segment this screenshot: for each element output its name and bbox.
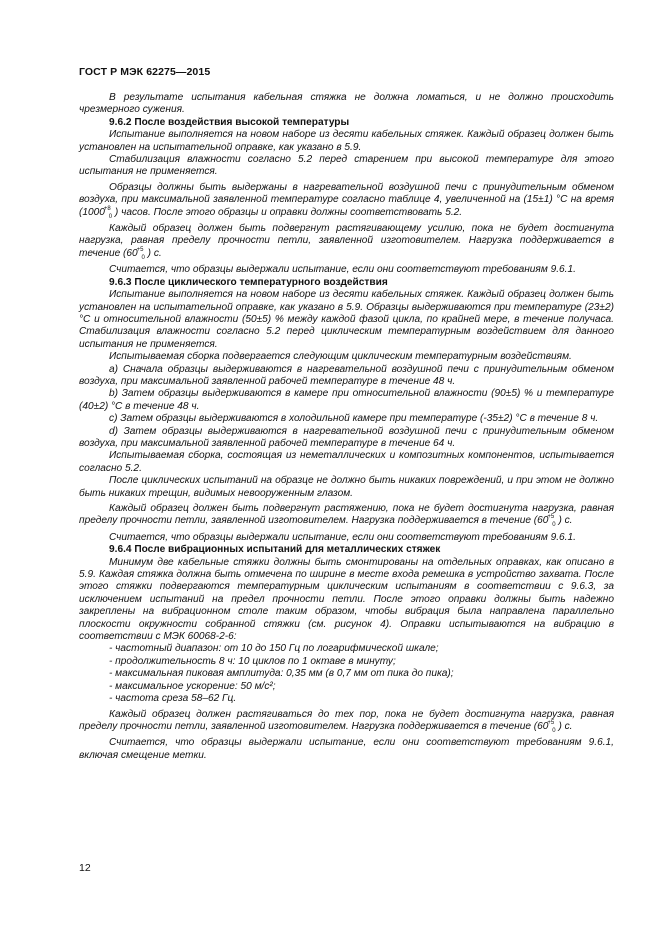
paragraph: Испытываемая сборка, состоящая из неметаллических и композитных компонентов, испытывается согласно 5.2. — [79, 450, 614, 474]
paragraph: Считается, что образцы выдержали испытание, если они соответствуют требованиям 9.6.1. — [109, 531, 576, 543]
intro-paragraph: В результате испытания кабельная стяжка не должна ломаться, и не должно происходить чрезмерного сужения. — [79, 92, 614, 116]
tolerance-superscript: +5 — [547, 514, 555, 521]
tolerance-subscript: 0 — [552, 522, 556, 529]
list-item: - частотный диапазон: от 10 до 150 Гц по логарифмической шкале; — [109, 643, 439, 655]
list-item-b: b) Затем образцы выдерживаются в камере при относительной влажности (90±5) % и температуре (40±2) °С в течение 48 ч. — [79, 388, 614, 412]
parameter-list — [79, 643, 614, 705]
list-item: - продолжительность 8 ч: 10 циклов по 1 октаве в минуту; — [109, 655, 396, 667]
paragraph: После циклических испытаний на образце не должно быть никаких повреждений, и при этом не должно быть никаких трещин, видимых невооруженным глазом. — [79, 475, 614, 499]
list-item: - максимальная пиковая амплитуда: 0,35 мм (в 0,7 мм от пика до пика); — [109, 668, 454, 680]
paragraph: Минимум две кабельные стяжки должны быть смонтированы на отдельных оправках, как описано в 5.9. Каждая стяжка должна быть отмечена по ширине в месте входа ремешка в устройство захвата. После этого стяжки подвергаются температурным циклическим испытаниям в соответствии с 9.6.3, за исключением испытаний на предел прочности петли. После этого оправки должны быть надежно закреплены на вибрационном столе таким образом, чтобы вибрация была направлена параллельно плоскости окружности собранной стяжки (см. рисунок 4). Оправки испытываются на вибрацию в соответствии с МЭК 60068-2-6: — [79, 556, 614, 643]
list-item: - частота среза 58–62 Гц. — [109, 693, 237, 705]
list-item: - максимальное ускорение: 50 м/с²; — [109, 680, 276, 692]
tolerance-subscript: 0 — [108, 213, 113, 220]
doc-header: ГОСТ Р МЭК 62275—2015 — [79, 66, 211, 78]
section-heading-9-6-4: 9.6.4 После вибрационных испытаний для металлических стяжек — [109, 544, 441, 556]
paragraph: Образцы должны быть выдержаны в нагревательной воздушной печи с принудительным обменом воздуха, при максимальной заявленной температуре согласно таблице 4, увеличенной на (15±1) °С на время ($1000^{+8}_0$ ) часов. После этого образцы и оправки должны соответствовать 5.2. — [79, 181, 614, 220]
tolerance-subscript: 0 — [141, 254, 145, 261]
tolerance-superscript: +8 — [103, 205, 111, 212]
section-heading-9-6-2: 9.6.2 После воздействия высокой температуры — [109, 116, 350, 128]
section-heading-9-6-3: 9.6.3 После циклического температурного воздействия — [109, 276, 388, 288]
document-body — [79, 92, 614, 762]
tolerance-superscript: +5 — [547, 719, 555, 726]
tolerance-subscript: 0 — [552, 727, 556, 734]
paragraph: Считается, что образцы выдержали испытание, если они соответствуют требованиям 9.6.1, включая смещение метки. — [79, 737, 614, 761]
paragraph: Испытываемая сборка подвергается следующим циклическим температурным воздействиям. — [109, 351, 572, 363]
paragraph: Испытание выполняется на новом наборе из десяти кабельных стяжек. Каждый образец должен быть установлен на испытательной оправке, как указано в 5.9. Образцы выдерживаются при температуре (23±2) °С и относительной влажности (50±5) % между каждой фазой цикла, по крайней мере, в течение получаса. Стабилизация влажности согласно 5.2 перед циклическим температурным воздействием для данного испытания не применяется. — [79, 289, 614, 350]
list-item-a: a) Сначала образцы выдерживаются в нагревательной воздушной печи с принудительным обменом воздуха, при максимальной заявленной рабочей температуре в течение 48 ч. — [79, 363, 614, 387]
paragraph: Испытание выполняется на новом наборе из десяти кабельных стяжек. Каждый образец должен быть установлен на испытательной оправке, как указано в 5.9. — [79, 129, 614, 153]
paragraph: Каждый образец должен быть подвергнут растяжению, пока не будет достигнута нагрузка, равная пределу прочности петли, заявленной изготовителем. Нагрузка поддерживается в течение ($60^{+5}_0$ ) с. — [79, 503, 614, 529]
paragraph: Каждый образец должен растягиваться до тех пор, пока не будет достигнута нагрузка, равная пределу прочности петли, заявленной изготовителем. Нагрузка поддерживается в течение ($60^{+5}_0$ ) с. — [79, 708, 614, 734]
page-number: 12 — [79, 862, 91, 874]
list-item-d: d) Затем образцы выдерживаются в нагревательной воздушной печи с принудительным обменом воздуха, при максимальной заявленной рабочей температуре в течение 64 ч. — [79, 425, 614, 449]
paragraph: Стабилизация влажности согласно 5.2 перед старением при высокой температуре для этого испытания не применяется. — [79, 154, 614, 178]
paragraph: Считается, что образцы выдержали испытание, если они соответствуют требованиям 9.6.1. — [109, 264, 576, 276]
paragraph: Каждый образец должен быть подвергнут растягивающему усилию, пока не будет достигнута нагрузка, равная пределу прочности петли, заявленной изготовителем. Нагрузка поддерживается в течение ($60^{+5}_0$ ) с. — [79, 223, 614, 261]
tolerance-superscript: +5 — [136, 246, 144, 253]
list-item-c: c) Затем образцы выдерживаются в холодильной камере при температуре (-35±2) °С в течение 8 ч. — [109, 413, 599, 425]
